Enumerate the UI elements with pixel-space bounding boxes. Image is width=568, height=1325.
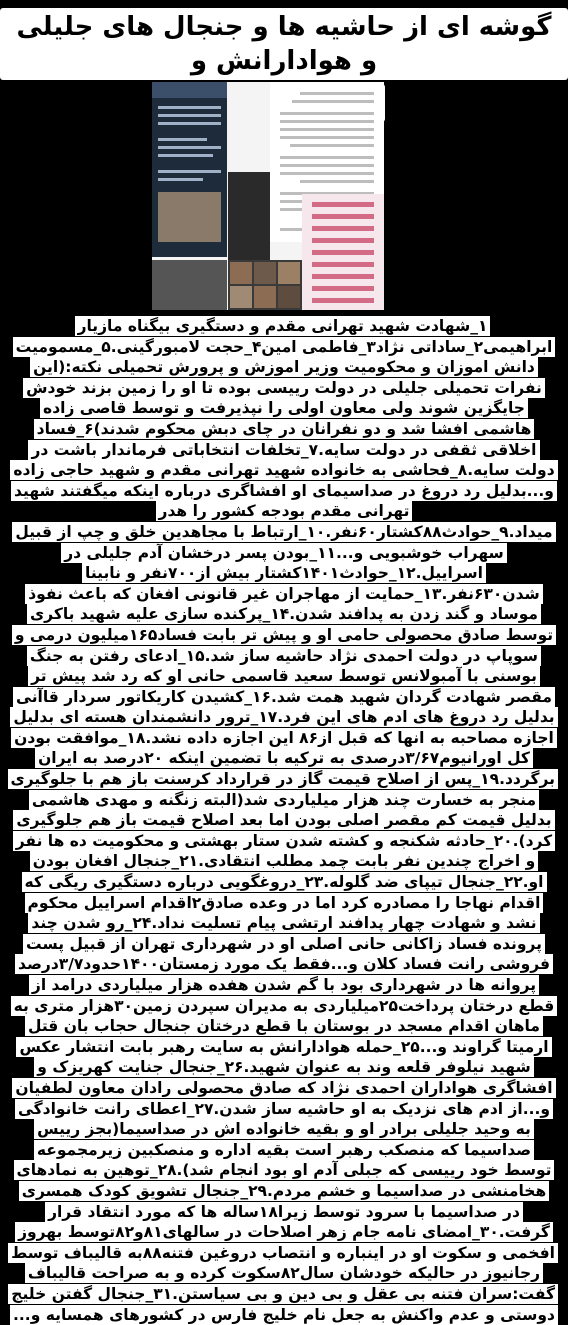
story-title	[0, 0, 568, 82]
title-line-1: گوشه ای از حاشیه ها و جنجال های جلیلی و هوادارانش و	[0, 8, 568, 80]
screenshot-collage-image	[152, 82, 384, 310]
body-highlighted-text: ۱_شهادت شهید تهرانی مقدم و دستگیری بیگناه مازیار ابراهیمی۲_ساداتی نژاد۳_فاطمی امین۴_حجت لامبورگینی.۵_مسمومیت دانش اموزان و محکومیت وزیر اموزش و پرورش تحمیلی نکته:(این نفرات تحمیلی جلیلی در دولت رییسی بوده تا او را زمین بزند خودش جایگزین شوند ولی معاون اولی را نپذیرفت و توسط قاصی زاده هاشمی افشا شد و دو نفرانان در چای دبش محکوم شدند)۶_فساد اخلاقی ثقفی در دولت سایه.۷_تخلفات انتخاباتی فرماندار باشت در دولت سایه.۸_فحاشی به خانواده شهید تهرانی مقدم و شهید حاجی زاده و...بدلیل رد دروغ در صداسیمای او افشاگری درباره اینکه میگفتند شهید تهرانی مقدم بودجه کشور را هدر میداد.۹_حوادث۸۸کشتار۶۰نفر.۱۰_ارتباط با مجاهدین خلق و چپ از قبیل سهراب خوشبویی و...۱۱_بودن پسر درخشان آدم جلیلی در اسراییل.۱۲_حوادث۱۴۰۱کشتار بیش از۷۰۰نفر و نابینا شدن۶۳۰نفر.۱۳_حمایت از مهاجران غیر قانونی افغان که باعث نفوذ موساد و گند زدن به پدافند شدن.۱۴_پرکنده سازی علیه شهید باکری توسط صادق محصولی حامی او و پیش تر بابت فساد۱۶۵میلیون درمی و سوپاپ در دولت احمدی نژاد حاشیه ساز شد.۱۵_ادعای رفتن به جنگ بوسنی با آمبولانس توسط سعید قاسمی حانی او که رد شد پیش تر مقصر شهادت گردان شهید همت شد.۱۶_کشیدن کاریکاتور سردار قاآنی بدلیل رد دروغ های ادم های این فرد.۱۷_ترور دانشمندان هسته ای بدلیل اجازه مصاحبه به انها که قبل از۸۶ این اجازه داده نشد.۱۸_موافقت بودن کل اورانیوم۳/۶۷درصدی به ترکیه با تضمین اینکه ۲۰درصد به ایران برگردد.۱۹_پس از اصلاح قیمت گاز در قرارداد کرسنت باز هم با جلوگیری منجر به خسارت چند هزار میلیاردی شد(البته زنگنه و مهدی هاشمی بدلیل قیمت کم مقصر اصلی بودن اما بعد اصلاح قیمت باز هم جلوگیری کرد).۲۰_حادثه شکنجه و کشته شدن ستار بهشتی و محکومیت ده ها نفر و اخراج چندین نفر بابت چمد مطلب انتقادی.۲۱_جنجال افغان بودن او.۲۲_جنجال تیپای ضد گلوله.۲۳_دروغگویی درباره دستگیری ریگی که اقدام نهاجا را مصادره کرد اما در وعده صادق۲اقدام اسراییل محکوم نشد و شهادت چهار پدافند ارتشی پیام تسلیت نداد.۲۴_رو شدن چند پرونده فساد زاکانی حانی اصلی او در شهرداری تهران از قبیل پست فروشی رانت فساد کلان و...فقط یک مورد زمستان۱۴۰۰حدود۳/۷درصد پروانه ها در شهرداری بود با گم شدن هفده هزار میلیاردی درامد از قطع درختان پرداخت۲۵میلیاردی به مدیران سپردن زمین۳۰هزار متری به ماهان اقدام مسجد در بوستان با قطع درختان جنجال حجاب بان قتل ارمیتا گراوند و...۲۵_حمله هوادارانش به سایت رهبر بابت انتشار عکس شهید نیلوفر قلعه وند به عنوان شهید.۲۶_جنجال جنایت کهریزک و افشاگری هواداران احمدی نژاد که صادق محصولی رادان معاون لطفیان و...از ادم های نزدیک به او حاشیه ساز شدن.۲۷_اعطای رانت خانوادگی به وحید جلیلی برادر او و بقیه خانواده اش در صداسیما(بجز رییس صداسیما که منصکب رهبر است بقیه اداره و منصکبین زیرمجموعه توسط خود رییسی که جبلی آدم او بود انجام شد).۲۸_توهین به نمادهای هخامنشی در صداسیما و خشم مردم.۲۹_جنجال تشویق کودک همسری در صداسیما با سرود توسط زیرا۱۸ساله ها که مورد انتقاد قرار گرفت.۳۰_امضای نامه جام زهر اصلاحات در سالهای۸۱و۸۲توسط بهروز افخمی و سکوت او در اینباره و انتصاب دروغین فتنه۸۸به قالیباف توسط رجانیوز در حالیکه خودشان سال۸۲سکوت کرده و به صراحت قالیباف گفت:سران فتنه بی عقل و بی دین و بی سیاستن.۳۱_جنجال گفتن خلیج دوستی و عدم واکنش به جعل نام خلیج فارس در کشورهای همسایه و...	[8, 316, 558, 1325]
story-body-text	[10, 316, 558, 1324]
mobile-screenshot-panel	[152, 82, 227, 257]
photo-grid-panel	[228, 260, 302, 310]
photo-panel	[228, 172, 270, 260]
people-photo-panel	[152, 260, 227, 310]
infographic-panel	[302, 194, 384, 310]
